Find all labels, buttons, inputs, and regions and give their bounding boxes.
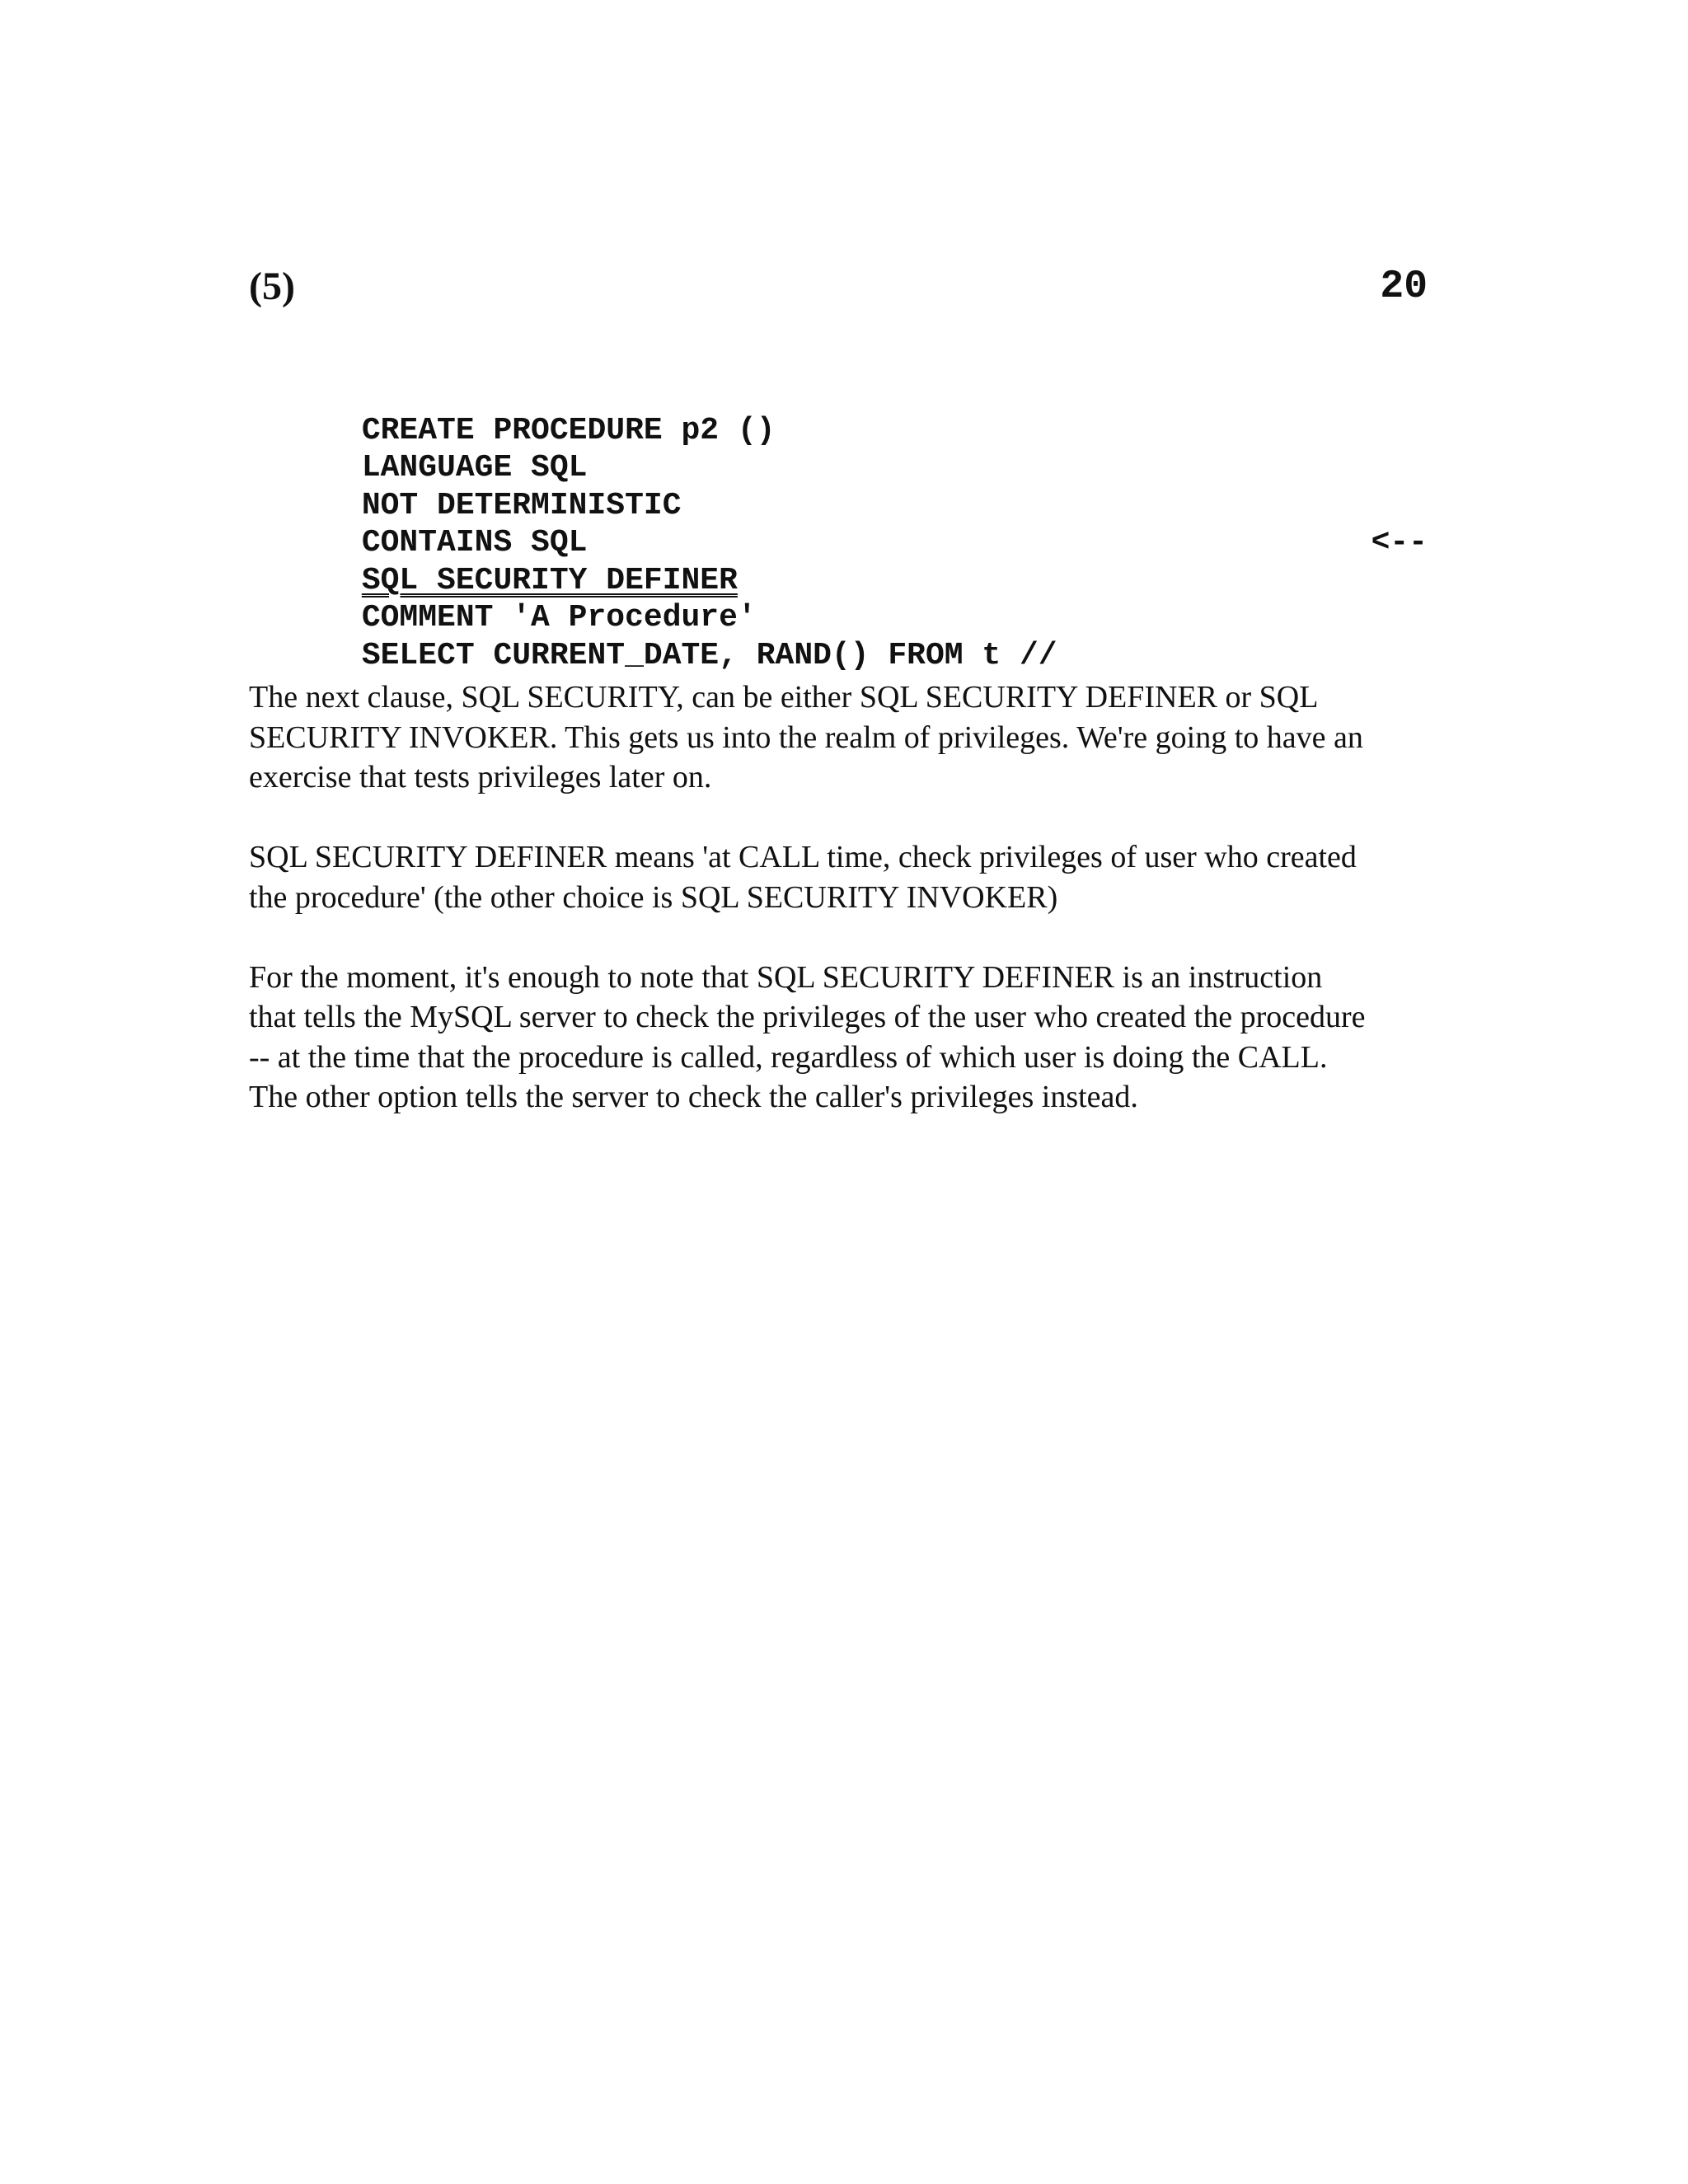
page-header: [249, 262, 1428, 312]
paragraph-line: SECURITY INVOKER. This gets us into the realm of privileges. We're going to have an: [249, 719, 1363, 755]
paragraph-line: -- at the time that the procedure is called, regardless of which user is doing the CALL.: [249, 1039, 1328, 1075]
page-number: 20: [1380, 265, 1428, 309]
body-text: [249, 677, 1436, 1157]
paragraph: [249, 958, 1436, 1118]
paragraph: [249, 837, 1436, 917]
code-line: [249, 449, 1428, 523]
code-line: [249, 374, 1428, 448]
code-line: [249, 562, 1428, 635]
paragraph-line: that tells the MySQL server to check the privileges of the user who created the procedure: [249, 1000, 1366, 1034]
code-line-text: LANGUAGE SQL: [361, 450, 588, 485]
paragraph-line: The next clause, SQL SECURITY, can be either SQL SECURITY DEFINER or SQL: [249, 680, 1319, 715]
paragraph-line: The other option tells the server to check the caller's privileges instead.: [249, 1080, 1138, 1114]
code-line-text: SQL SECURITY DEFINER: [361, 562, 738, 598]
code-line: [249, 599, 1428, 673]
code-line-highlighted: [249, 524, 1428, 598]
code-line: [249, 412, 1428, 485]
paragraph-line: exercise that tests privileges later on.: [249, 760, 712, 794]
document-page: [249, 0, 1436, 2184]
code-line-text: NOT DETERMINISTIC: [361, 487, 682, 523]
arrow-marker: <--: [1371, 525, 1428, 560]
code-block: [249, 374, 1428, 673]
code-line-text: CREATE PROCEDURE p2 (): [361, 412, 776, 448]
code-line: [249, 487, 1428, 560]
code-line-text: CONTAINS SQL: [361, 525, 588, 560]
paragraph-line: For the moment, it's enough to note that SQL SECURITY DEFINER is an instruction: [249, 959, 1323, 995]
paragraph: [249, 677, 1436, 798]
code-line-text: SELECT CURRENT_DATE, RAND() FROM t //: [361, 637, 1057, 673]
section-label: (5): [249, 265, 295, 308]
paragraph-line: SQL SECURITY DEFINER means 'at CALL time, check privileges of user who created: [249, 840, 1357, 874]
paragraph-line: the procedure' (the other choice is SQL SECURITY INVOKER): [249, 879, 1058, 915]
code-line-text: COMMENT 'A Procedure': [361, 600, 757, 635]
